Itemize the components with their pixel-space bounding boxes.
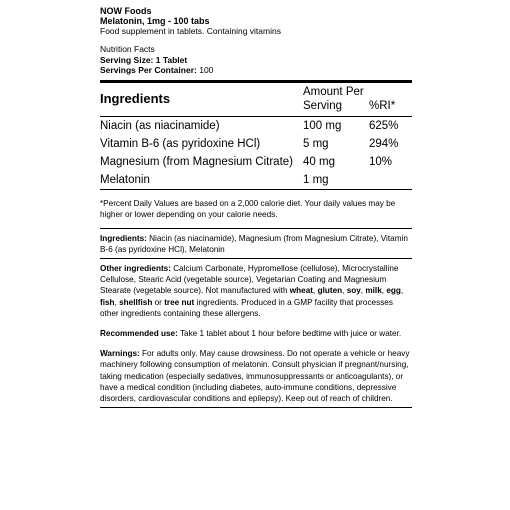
- header-ingredients: Ingredients: [100, 90, 171, 106]
- nutrition-facts-title: Nutrition Facts: [100, 44, 155, 54]
- allergen-tree-nut: tree nut: [164, 297, 195, 307]
- other-ingredients-label: Other ingredients:: [100, 263, 171, 273]
- ingredient-ri: [369, 171, 412, 189]
- product-description: Food supplement in tablets. Containing vitamins: [100, 26, 281, 36]
- warnings-text: For adults only. May cause drowsiness. Do not operate a vehicle or heavy machinery following consumption of melatonin. Consult physician if pregnant/nursing, taking medication (especially sedatives, immunosuppressants or anticoagulants), or have a medical condition (including diabetes, auto-immune conditions, depressive disorders, cardiovascular conditions and epilepsy). Keep out of reach of children.: [100, 349, 410, 403]
- servings-per-container: [100, 65, 412, 76]
- serving-size: Serving Size: 1 Tablet: [100, 54, 188, 65]
- warnings-section: [100, 342, 412, 407]
- other-ingredients-text: Calcium Carbonate, Hypromellose (cellulose), Microcrystalline Cellulose, Stearic Acid (vegetable source), Vegetarian Coating and Magnesium Stearate (vegetable source). Not manufactured with: [100, 263, 399, 296]
- daily-values-footnote: *Percent Daily Values are based on a 2,000 calorie diet. Your daily values may be higher or lower depending on your calorie needs.: [100, 198, 396, 219]
- servings-per-container-label: Servings Per Container:: [100, 65, 197, 75]
- supplement-label: [100, 6, 412, 408]
- allergen-egg: egg: [386, 286, 401, 296]
- recommended-use-section: [100, 322, 412, 342]
- allergen-gluten: gluten: [317, 286, 343, 296]
- other-ingredients-section: Other ingredients: Calcium Carbonate, Hypromellose (cellulose), Microcrystalline Cellulose, Stearic Acid (vegetable source), Vegetarian Coating and Magnesium Stearate (vegetable source). Not manufactured with wheat, gluten, soy, milk, egg, fish, shellfish or tree nut ingredients. Produced in a GMP facility that processes other ingredients containing these allergens.: [100, 263, 404, 318]
- warnings-label: Warnings:: [100, 349, 140, 359]
- ingredient-name: Niacin (as niacinamide): [100, 119, 220, 132]
- ingredients-label: Ingredients:: [100, 233, 147, 243]
- other-ingredients-text-end: ingredients. Produced in a GMP facility that processes other ingredients containing these allergens.: [100, 297, 393, 318]
- table-row: [100, 171, 412, 189]
- ingredient-name: Melatonin: [100, 173, 150, 186]
- recommended-use-text: Take 1 tablet about 1 hour before bedtime with juice or water.: [177, 328, 402, 338]
- table-row: [100, 135, 412, 153]
- ingredient-amount: 1 mg: [303, 173, 329, 186]
- recommended-use-label: Recommended use:: [100, 328, 178, 338]
- allergen-milk: milk: [365, 286, 382, 296]
- allergen-wheat: wheat: [289, 286, 313, 296]
- allergen-shellfish: shellfish: [119, 297, 153, 307]
- allergen-soy: soy: [346, 286, 361, 296]
- brand-name: NOW Foods: [100, 6, 152, 16]
- ingredient-name: Vitamin B-6 (as pyridoxine HCl): [100, 137, 261, 150]
- header-amount-per-serving: Amount Per Serving: [303, 85, 364, 112]
- table-header-row: [100, 83, 412, 117]
- ingredients-table: [100, 83, 412, 189]
- ingredient-ri: 10%: [369, 155, 393, 168]
- allergen-fish: fish: [100, 297, 115, 307]
- product-name: Melatonin, 1mg - 100 tabs: [100, 16, 210, 26]
- ingredient-amount: 100 mg: [303, 119, 342, 132]
- ingredients-section: [100, 229, 412, 258]
- table-row: [100, 116, 412, 135]
- ingredients-text: Niacin (as niacinamide), Magnesium (from Magnesium Citrate), Vitamin B-6 (as pyridoxine HCl), Melatonin: [100, 233, 408, 254]
- table-row: [100, 153, 412, 171]
- servings-per-container-value: 100: [199, 65, 214, 75]
- ingredient-ri: 294%: [369, 137, 399, 150]
- ingredient-ri: 625%: [369, 119, 399, 132]
- ingredient-amount: 40 mg: [303, 155, 335, 168]
- ingredient-name: Magnesium (from Magnesium Citrate): [100, 155, 294, 168]
- header-ri: %RI*: [369, 99, 396, 112]
- ingredient-amount: 5 mg: [303, 137, 329, 150]
- divider-bottom: [100, 407, 412, 408]
- nutrition-facts-block: [100, 44, 412, 76]
